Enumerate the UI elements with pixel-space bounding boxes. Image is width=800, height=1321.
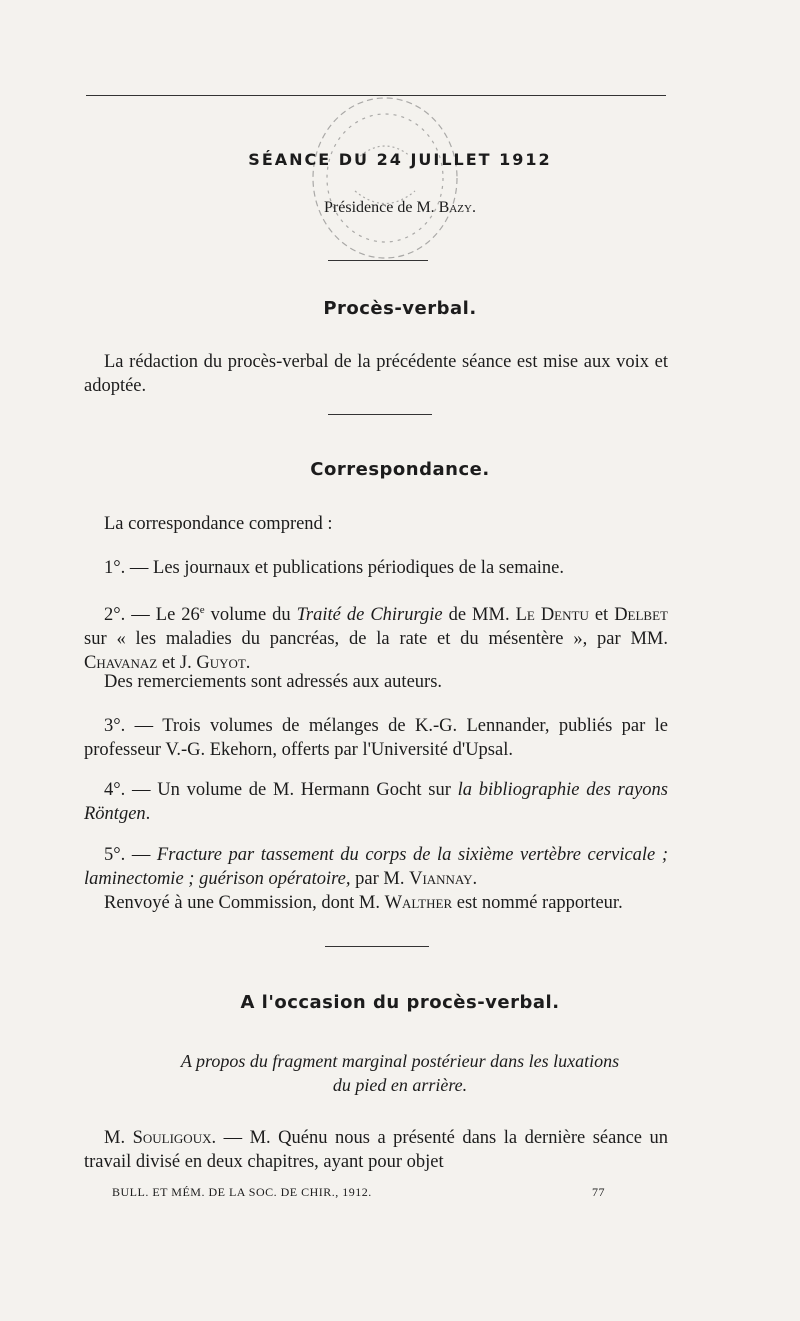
item2-superscript: e — [199, 604, 205, 616]
item2-text-c: de MM. — [442, 605, 516, 626]
item2-text-e: sur « les maladies du pancréas, de la rate et du mésentère », par MM. — [84, 629, 668, 650]
proces-verbal-heading: Procès-verbal. — [323, 298, 477, 319]
item2-text-g: . — [245, 653, 251, 674]
author-guyot: Guyot — [196, 653, 246, 674]
item4-text-a: 4°. — Un volume de M. Hermann Gocht sur — [104, 780, 458, 800]
item2-text-f: et J. — [157, 653, 197, 674]
occasion-heading: A l'occasion du procès-verbal. — [240, 992, 560, 1013]
correspondance-heading: Correspondance. — [310, 459, 490, 480]
occasion-paragraph-text: . — M. Quénu nous a présenté dans la dernière séance un travail divisé en deux chapitres, ayant pour objet — [84, 1128, 668, 1172]
author-delbet: Delbet — [614, 605, 668, 626]
correspondance-item-5-referral — [84, 891, 668, 915]
item5-text-b: par M. — [350, 869, 410, 889]
rapporteur-walther: Walther — [384, 893, 453, 913]
correspondance-item-5 — [84, 843, 668, 891]
item5-text-a: 5°. — — [104, 845, 157, 865]
footer-page-number: 77 — [592, 1185, 605, 1199]
correspondance-item-2-thanks: Des remerciements sont adressés aux auteurs. — [104, 672, 443, 692]
library-stamp-icon — [300, 86, 470, 266]
correspondance-intro: La correspondance comprend : — [104, 514, 333, 534]
item4-text-b: . — [145, 804, 151, 824]
item2-text-b: volume du — [204, 605, 297, 626]
president-name: Bazy — [438, 199, 472, 216]
section-divider-2 — [328, 414, 432, 415]
presidency-line — [0, 199, 800, 217]
speaker-souligoux: M. Souligoux — [104, 1128, 212, 1148]
item2-text-d: et — [588, 605, 615, 626]
correspondance-item-4 — [84, 778, 668, 826]
correspondance-item-1: 1°. — Les journaux et publications périodiques de la semaine. — [104, 558, 565, 578]
author-chavanaz: Chavanaz — [84, 653, 158, 674]
occasion-subtitle-line-1: A propos du fragment marginal postérieur dans les luxations — [180, 1051, 620, 1071]
item2-text-a: 2°. — Le 26 — [104, 605, 200, 626]
section-divider-3 — [325, 946, 429, 947]
correspondance-item-3: 3°. — Trois volumes de mélanges de K.-G. Lennander, publiés par le professeur V.-G. Ekehorn, offerts par l'Université d'Upsal. — [84, 716, 668, 760]
occasion-subtitle-line-2: du pied en arrière. — [332, 1075, 468, 1095]
session-title: SÉANCE DU 24 JUILLET 1912 — [248, 150, 552, 169]
presidency-prefix: Présidence de M. — [324, 199, 439, 216]
item4-book-title: la bibliographie des rayons Röntgen — [84, 780, 668, 824]
referral-text-a: Renvoyé à une Commission, dont M. — [104, 893, 385, 913]
proces-verbal-text: La rédaction du procès-verbal de la précédente séance est mise aux voix et adoptée. — [84, 352, 668, 396]
section-divider-1 — [328, 260, 428, 261]
footer-journal-ref: BULL. ET MÉM. DE LA SOC. DE CHIR., 1912. — [112, 1185, 372, 1199]
presidency-suffix: . — [471, 199, 476, 216]
item5-text-c: . — [472, 869, 478, 889]
author-viannay: Viannay — [409, 869, 473, 889]
author-le-dentu: Le Dentu — [515, 605, 589, 626]
item5-article-title: Fracture par tassement du corps de la sixième vertèbre cervicale ; laminectomie ; guérison opératoire, — [84, 845, 668, 889]
item2-book-title: Traité de Chirurgie — [296, 605, 443, 626]
correspondance-item-2 — [84, 598, 668, 675]
referral-text-b: est nommé rapporteur. — [452, 893, 623, 913]
occasion-paragraph — [84, 1126, 668, 1174]
